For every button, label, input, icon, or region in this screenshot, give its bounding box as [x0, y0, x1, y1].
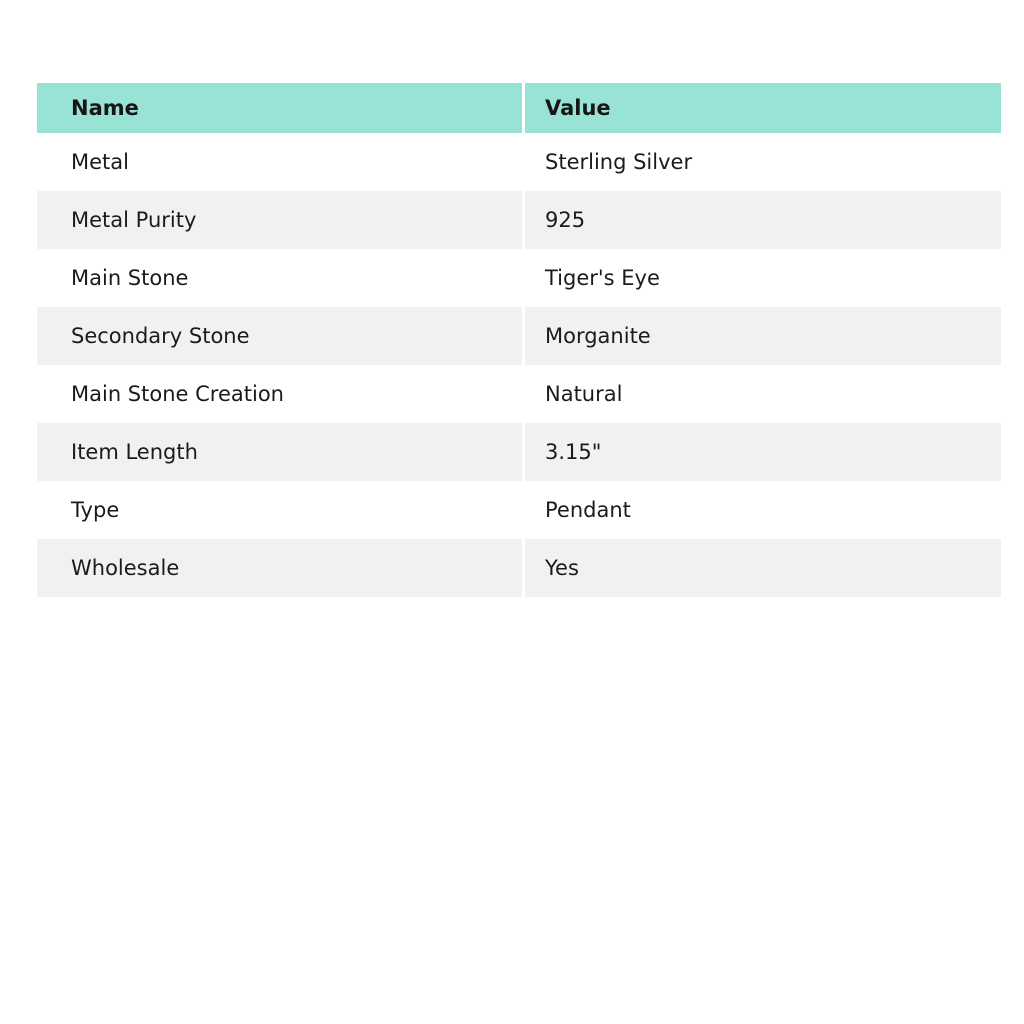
attribute-value: Tiger's Eye	[525, 249, 1001, 307]
attribute-value: Pendant	[525, 481, 1001, 539]
column-header-value: Value	[525, 83, 1001, 133]
table-body	[37, 133, 1001, 597]
product-attributes-table	[37, 83, 1001, 597]
attribute-value: Natural	[525, 365, 1001, 423]
table-row	[37, 191, 1001, 249]
attribute-name: Type	[37, 481, 525, 539]
table-row	[37, 423, 1001, 481]
attribute-name: Metal	[37, 133, 525, 191]
table-header	[37, 83, 1001, 133]
attribute-name: Secondary Stone	[37, 307, 525, 365]
table-row	[37, 539, 1001, 597]
attribute-name: Main Stone Creation	[37, 365, 525, 423]
attribute-value: Yes	[525, 539, 1001, 597]
column-header-name: Name	[37, 83, 525, 133]
attribute-value: 3.15"	[525, 423, 1001, 481]
table-row	[37, 307, 1001, 365]
attribute-value: Sterling Silver	[525, 133, 1001, 191]
attribute-value: 925	[525, 191, 1001, 249]
table-row	[37, 365, 1001, 423]
attribute-name: Wholesale	[37, 539, 525, 597]
attribute-value: Morganite	[525, 307, 1001, 365]
attributes-table	[37, 83, 1001, 597]
attribute-name: Main Stone	[37, 249, 525, 307]
table-row	[37, 249, 1001, 307]
attribute-name: Item Length	[37, 423, 525, 481]
header-row	[37, 83, 1001, 133]
table-row	[37, 481, 1001, 539]
table-row	[37, 133, 1001, 191]
attribute-name: Metal Purity	[37, 191, 525, 249]
